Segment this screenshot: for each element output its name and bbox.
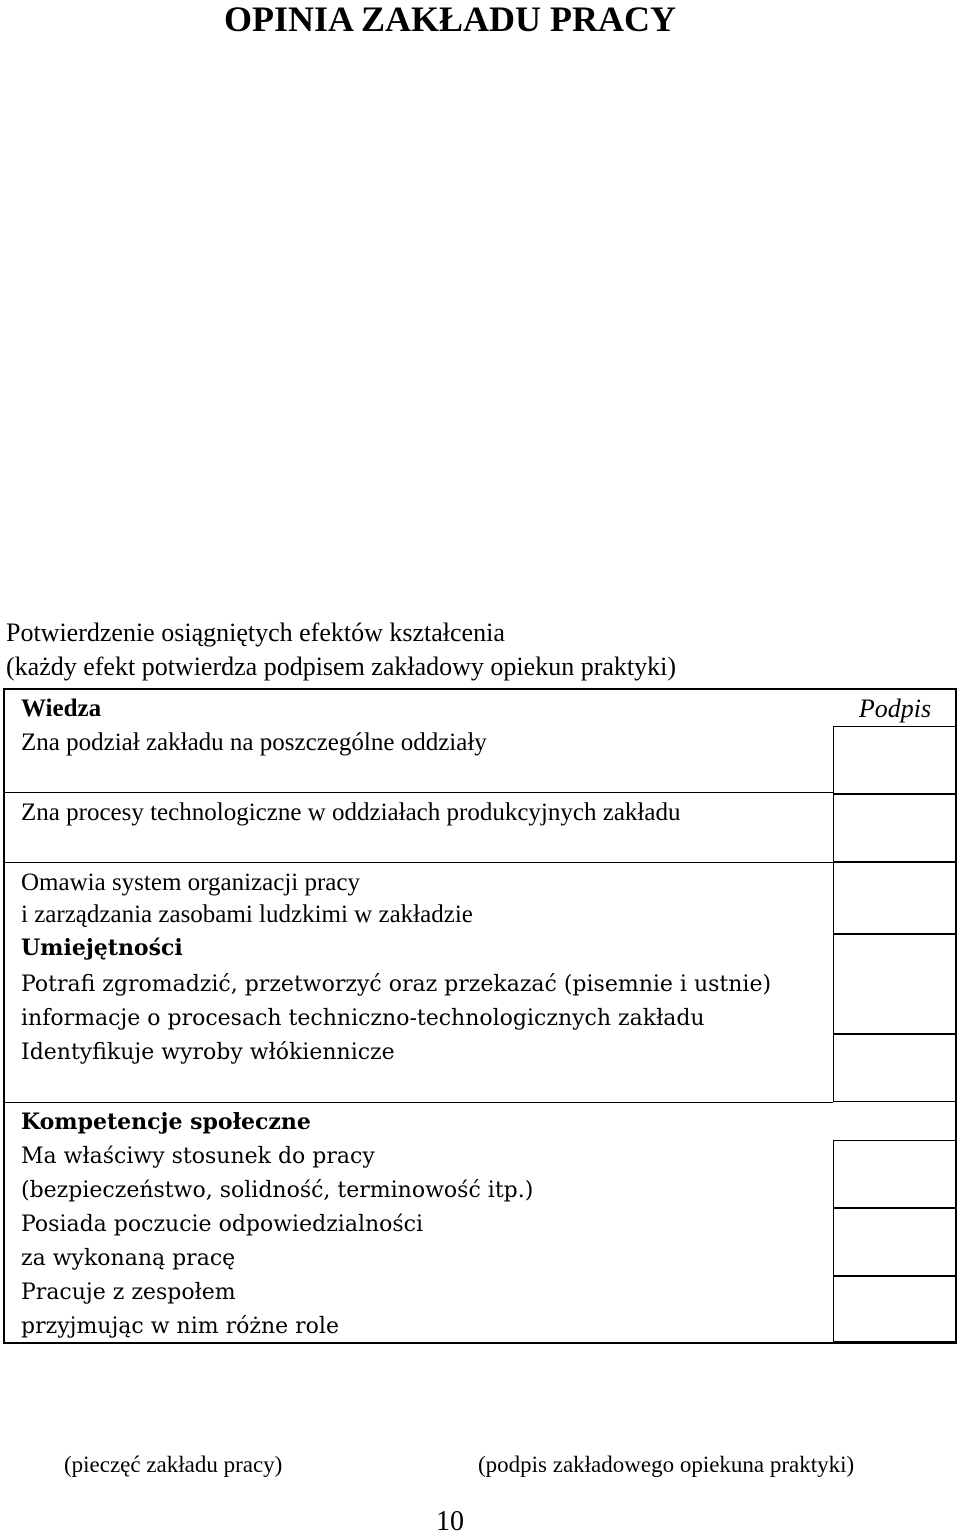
intro-text (6, 616, 676, 684)
section-heading-umiejetnosci: Umiejętności (21, 935, 183, 961)
outcome-item: Identyfikuje wyroby włókiennicze (21, 1040, 395, 1065)
outcome-item: przyjmując w nim różne role (21, 1314, 339, 1339)
row-separator (5, 792, 833, 793)
outcome-item: za wykonaną pracę (21, 1246, 236, 1271)
outcome-item: Posiada poczucie odpowiedzialności (21, 1212, 424, 1237)
outcome-item: Potrafi zgromadzić, przetworzyć oraz przekazać (pisemnie i ustnie) (21, 972, 772, 997)
page-number: 10 (436, 1506, 464, 1537)
outcome-item: Pracuje z zespołem (21, 1280, 236, 1305)
outcome-item: Zna podział zakładu na poszczególne oddziały (21, 729, 487, 756)
signature-cell[interactable] (833, 1034, 957, 1102)
outcome-item: (bezpieczeństwo, solidność, terminowość itp.) (21, 1178, 534, 1203)
learning-outcomes-table (3, 688, 957, 1344)
signature-cell[interactable] (833, 1140, 957, 1208)
signature-column (833, 690, 957, 1342)
signature-cell[interactable] (833, 726, 957, 794)
outcome-item: Zna procesy technologiczne w oddziałach produkcyjnych zakładu (21, 799, 681, 826)
outcome-item: i zarządzania zasobami ludzkimi w zakładzie (21, 901, 473, 928)
row-separator (5, 862, 833, 863)
signature-cell[interactable] (833, 1276, 957, 1342)
page-title: OPINIA ZAKŁADU PRACY (223, 0, 677, 39)
section-heading-kompetencje: Kompetencje społeczne (21, 1109, 311, 1135)
signature-cell[interactable] (833, 1208, 957, 1276)
intro-line-2: (każdy efekt potwierdza podpisem zakładowy opiekun praktyki) (6, 652, 676, 681)
outcome-item: informacje o procesach techniczno-technologicznych zakładu (21, 1006, 705, 1031)
intro-line-1: Potwierdzenie osiągniętych efektów kształcenia (6, 618, 505, 647)
signature-cell[interactable] (833, 862, 957, 934)
signature-cell[interactable] (833, 934, 957, 1034)
section-heading-wiedza: Wiedza (21, 695, 102, 722)
signature-header: Podpis (858, 694, 932, 723)
row-separator (5, 1102, 833, 1103)
stamp-label: (pieczęć zakładu pracy) (64, 1452, 283, 1477)
supervisor-signature-label: (podpis zakładowego opiekuna praktyki) (478, 1452, 855, 1477)
outcome-item: Ma właściwy stosunek do pracy (21, 1144, 375, 1169)
outcome-item: Omawia system organizacji pracy (21, 869, 361, 896)
signature-cell[interactable] (833, 794, 957, 862)
